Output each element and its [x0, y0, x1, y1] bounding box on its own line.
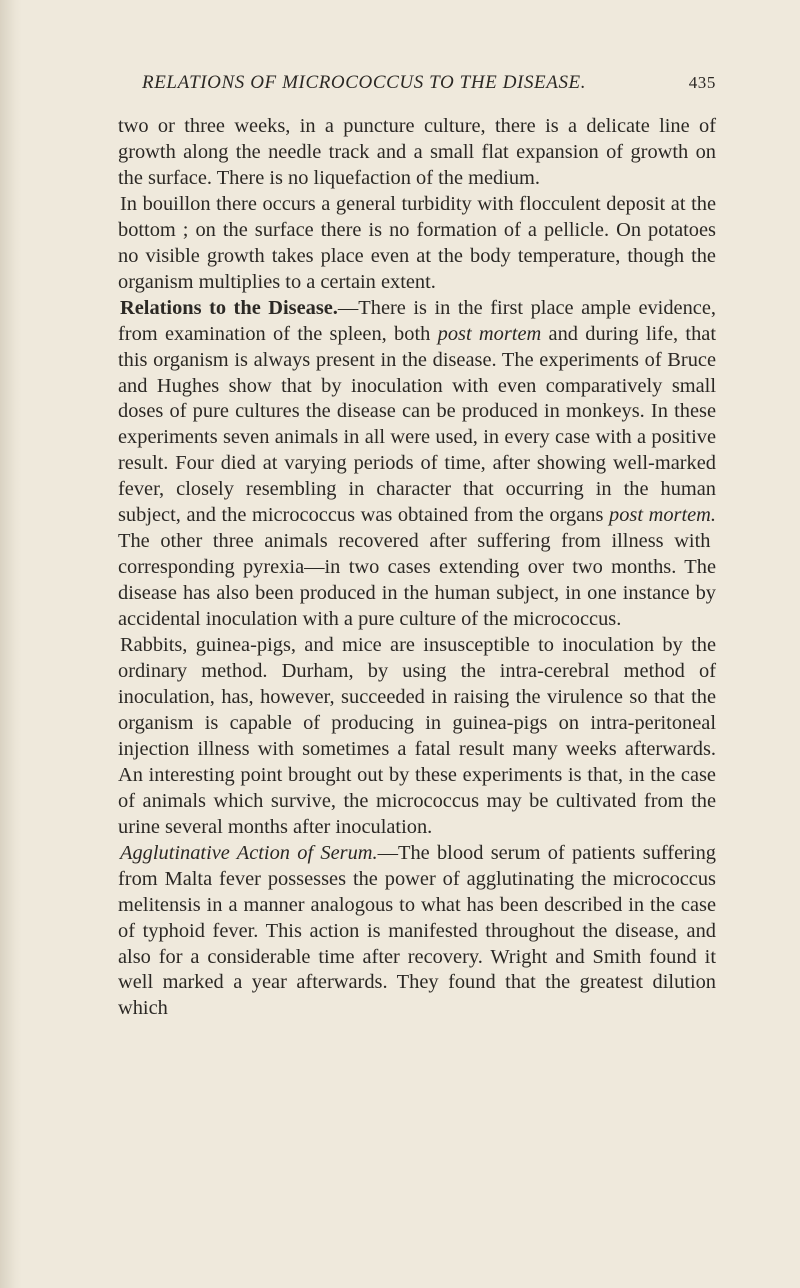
text-run: The other three animals recovered after suffering from illness with corresponding pyrexia—in two cases extending over two months. The disease has also been produced in the human subject, in one instance by accidental inoculation with a pure culture of the micrococcus. [118, 530, 716, 631]
text-run: —The blood serum of patients suffering from Malta fever possesses the power of agglutinating the micrococcus melitensis in a manner analogous to what has been described in the case of typhoid fever. This action is manifested throughout the disease, and also for a considerable time after recovery. Wright and Smith found it well marked a year afterwards. They found that the greatest dilution which [118, 841, 716, 1020]
italic-term: post mortem. [609, 504, 717, 527]
book-gutter-shadow [0, 0, 22, 1288]
book-page [118, 72, 716, 1022]
running-title: RELATIONS OF MICROCOCCUS TO THE DISEASE. [142, 72, 587, 93]
paragraph-agglutinative-action [118, 841, 716, 1023]
paragraph-animal-susceptibility: Rabbits, guinea-pigs, and mice are insusceptible to inoculation by the ordinary method. Durham, by using the intra-cerebral method of inoculation, has, however, succeeded in raising the virulence so that the organism is capable of producing in guinea-pigs on intra-peritoneal injection illness with sometimes a fatal result many weeks afterwards. An interesting point brought out by these experiments is that, in the case of animals which survive, the micrococcus may be cultivated from the urine several months after inoculation. [118, 634, 716, 838]
running-header [118, 72, 716, 102]
text-run: and during life, that this organism is always present in the disease. The experiments of Bruce and Hughes show that by inoculation with even comparatively small doses of pure cultures the disease can be produced in monkeys. In these experiments seven animals in all were used, in every case with a positive result. Four died at varying periods of time, after showing well-marked fever, closely resembling in character that occurring in the human subject, and the micrococcus was obtained from the organs [118, 322, 716, 527]
page-number: 435 [688, 73, 716, 92]
section-heading-relations: Relations to the Disease. [120, 296, 338, 319]
paragraph-culture-continued: two or three weeks, in a puncture culture, there is a delicate line of growth along the needle track and a small flat expansion of growth on the surface. There is no liquefaction of the medium. [118, 115, 716, 189]
paragraph-relations-to-disease [118, 296, 716, 633]
body-text [118, 114, 716, 1022]
section-heading-agglutinative: Agglutinative Action of Serum. [120, 841, 378, 864]
paragraph-bouillon: In bouillon there occurs a general turbidity with flocculent deposit at the bottom ; on the surface there is no formation of a pellicle. On potatoes no visible growth takes place even at the body temperature, though the organism multiplies to a certain extent. [118, 192, 716, 293]
text-run: —There is in the first place ample evidence, from examination of the spleen, both [118, 296, 716, 345]
italic-term: post mortem [437, 322, 542, 345]
